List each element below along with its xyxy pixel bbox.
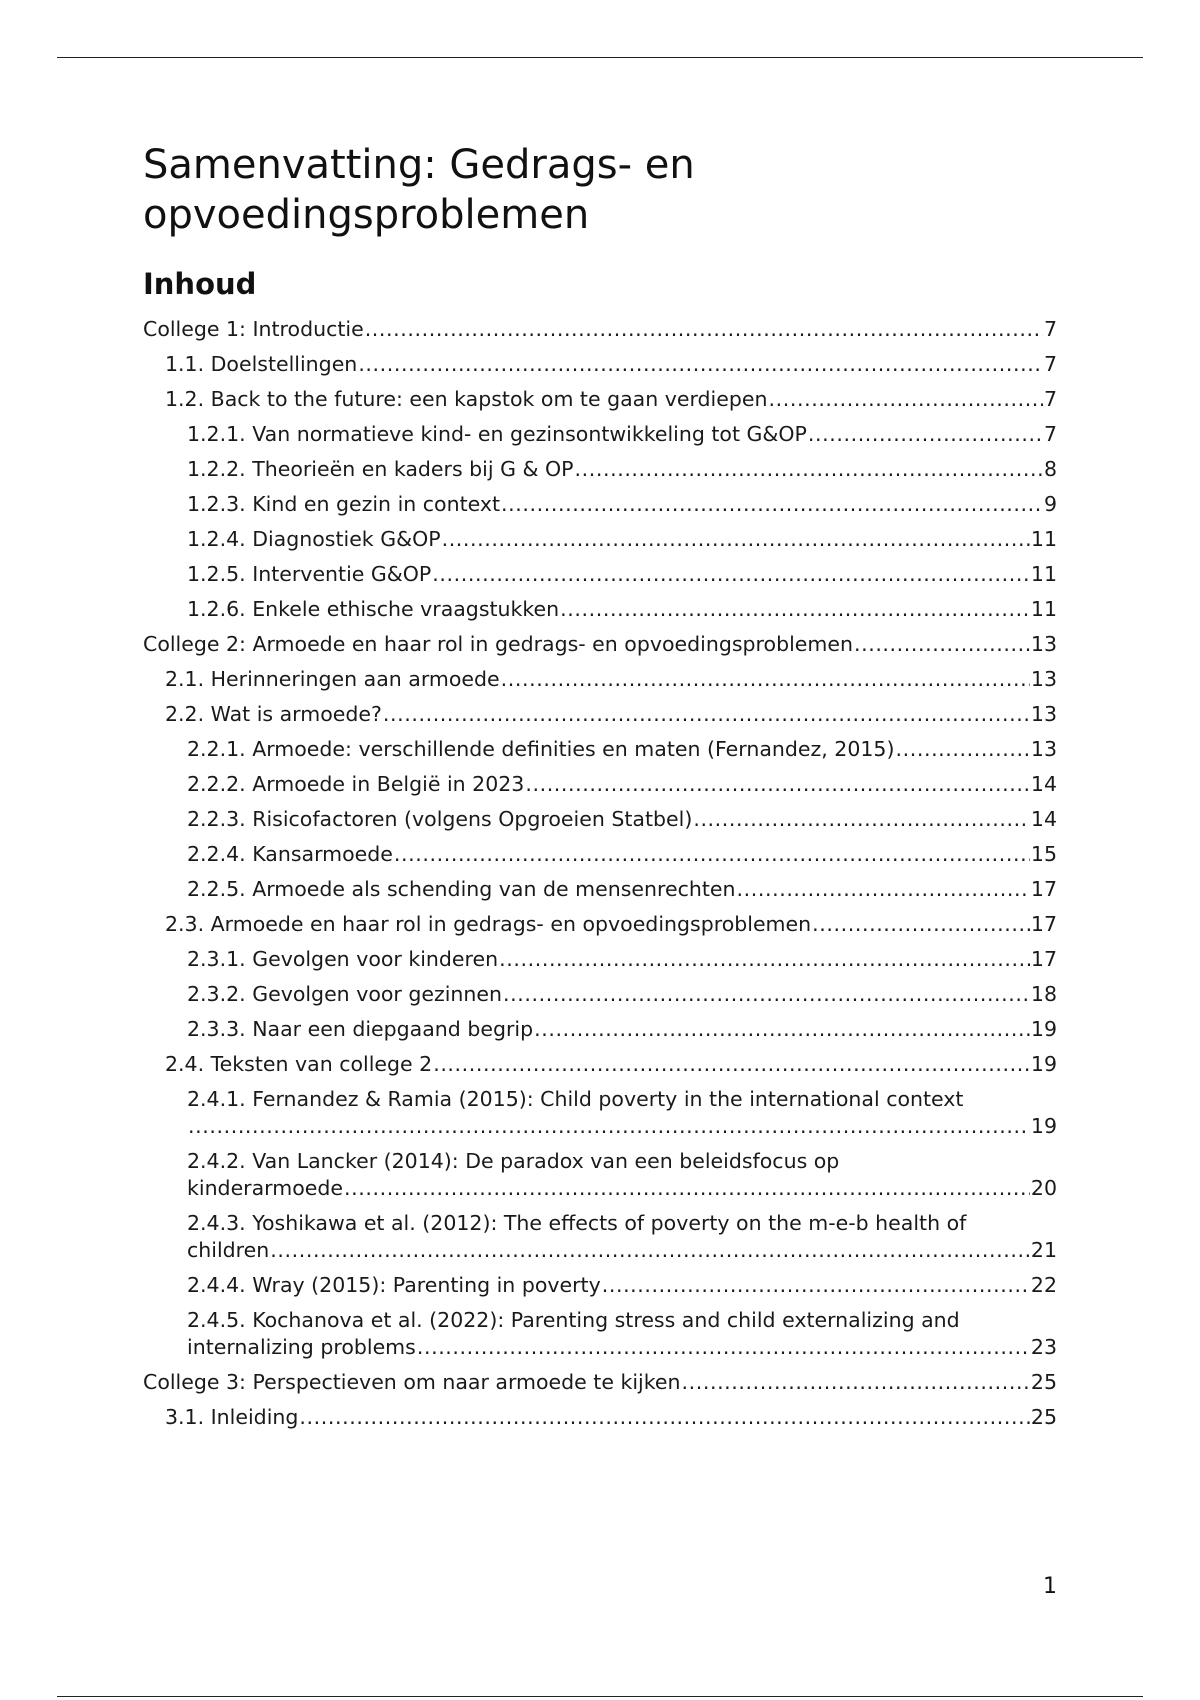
toc-leader bbox=[433, 1051, 1030, 1078]
toc-entry-title: 2.4.1. Fernandez & Ramia (2015): Child poverty in the international context bbox=[187, 1087, 964, 1111]
toc-entry-title: 1.2. Back to the future: een kapstok om te gaan verdiepen bbox=[165, 387, 768, 411]
toc-entry[interactable] bbox=[187, 977, 1057, 1012]
toc-leader bbox=[344, 1175, 1030, 1202]
toc-leader bbox=[188, 1113, 1030, 1140]
toc-entry-page: 14 bbox=[1030, 807, 1057, 831]
toc-entry-page: 19 bbox=[1030, 1017, 1057, 1041]
toc-entry[interactable] bbox=[187, 417, 1057, 452]
toc-entry[interactable] bbox=[165, 662, 1057, 697]
toc-entry[interactable] bbox=[187, 1012, 1057, 1047]
toc-entry-title-cont: children bbox=[187, 1238, 270, 1262]
toc-entry-page: 17 bbox=[1030, 877, 1057, 901]
toc-entry[interactable] bbox=[187, 942, 1057, 977]
toc-entry-title: 1.2.6. Enkele ethische vraagstukken bbox=[187, 597, 560, 621]
toc-leader bbox=[365, 316, 1043, 343]
page-number: 1 bbox=[1043, 1574, 1057, 1599]
toc-entry-page: 20 bbox=[1030, 1176, 1057, 1200]
toc-entry[interactable] bbox=[187, 557, 1057, 592]
toc-entry-title: 2.2.1. Armoede: verschillende definities en maten (Fernandez, 2015) bbox=[187, 737, 895, 761]
footer-rule bbox=[57, 1696, 1143, 1697]
toc-entry-title: 2.2.5. Armoede als schending van de mensenrechten bbox=[187, 877, 736, 901]
toc-entry-title: 2.2. Wat is armoede? bbox=[165, 702, 382, 726]
toc-leader bbox=[534, 1016, 1030, 1043]
toc-leader bbox=[895, 736, 1029, 763]
toc-entry-title: 2.4.4. Wray (2015): Parenting in poverty bbox=[187, 1273, 601, 1297]
toc-entry-title: 2.3.3. Naar een diepgaand begrip bbox=[187, 1017, 534, 1041]
toc-leader bbox=[525, 771, 1030, 798]
toc-heading: Inhoud bbox=[143, 267, 257, 301]
toc-entry[interactable] bbox=[165, 382, 1057, 417]
toc-leader bbox=[417, 1334, 1030, 1361]
toc-leader bbox=[808, 421, 1043, 448]
toc-entry-page: 11 bbox=[1030, 527, 1057, 551]
toc-entry-page: 11 bbox=[1030, 562, 1057, 586]
toc-entry[interactable] bbox=[165, 1400, 1057, 1435]
toc-entry-title: 1.1. Doelstellingen bbox=[165, 352, 358, 376]
toc-entry-title: 2.4.5. Kochanova et al. (2022): Parenting stress and child externalizing and bbox=[187, 1308, 960, 1332]
toc-leader bbox=[442, 526, 1030, 553]
toc-entry-title: 2.4.2. Van Lancker (2014): De paradox van een beleidsfocus op bbox=[187, 1149, 840, 1173]
toc-entry-title: 1.2.2. Theorieën en kaders bij G & OP bbox=[187, 457, 574, 481]
toc-entry-page: 7 bbox=[1043, 387, 1057, 411]
header-rule bbox=[57, 57, 1143, 58]
toc-entry-title: College 1: Introductie bbox=[143, 317, 364, 341]
toc-entry[interactable] bbox=[187, 872, 1057, 907]
toc-entry[interactable] bbox=[187, 452, 1057, 487]
toc-entry[interactable] bbox=[143, 627, 1057, 662]
toc-entry-page: 19 bbox=[1030, 1114, 1057, 1138]
toc-entry-page: 13 bbox=[1030, 667, 1057, 691]
toc-entry[interactable] bbox=[187, 487, 1057, 522]
toc-entry-page: 23 bbox=[1030, 1335, 1057, 1359]
document-title: Samenvatting: Gedrags- en opvoedingsproblemen bbox=[143, 142, 695, 238]
toc-entry[interactable] bbox=[187, 592, 1057, 627]
toc-entry[interactable] bbox=[187, 1082, 1057, 1144]
toc-leader bbox=[299, 1404, 1030, 1431]
toc-entry[interactable] bbox=[187, 522, 1057, 557]
toc-entry-page: 9 bbox=[1043, 492, 1057, 516]
toc-leader bbox=[681, 1369, 1029, 1396]
toc-entry[interactable] bbox=[187, 1144, 1057, 1206]
toc-leader bbox=[432, 561, 1030, 588]
toc-entry-page: 7 bbox=[1043, 422, 1057, 446]
toc-leader bbox=[737, 876, 1030, 903]
toc-entry[interactable] bbox=[165, 1047, 1057, 1082]
toc-entry-page: 7 bbox=[1043, 317, 1057, 341]
toc-entry-page: 15 bbox=[1030, 842, 1057, 866]
toc-leader bbox=[854, 631, 1030, 658]
toc-entry-title: 3.1. Inleiding bbox=[165, 1405, 299, 1429]
toc-entry[interactable] bbox=[187, 1303, 1057, 1365]
toc-entry-page: 13 bbox=[1030, 632, 1057, 656]
toc-entry[interactable] bbox=[143, 1365, 1057, 1400]
toc-entry-page: 13 bbox=[1030, 737, 1057, 761]
toc-leader bbox=[560, 596, 1030, 623]
toc-entry[interactable] bbox=[143, 312, 1057, 347]
toc-entry-title: College 2: Armoede en haar rol in gedrags- en opvoedingsproblemen bbox=[143, 632, 853, 656]
toc-entry-title: 2.3.1. Gevolgen voor kinderen bbox=[187, 947, 499, 971]
toc-entry-page: 11 bbox=[1030, 597, 1057, 621]
toc-leader bbox=[499, 946, 1030, 973]
toc-entry-page: 21 bbox=[1030, 1238, 1057, 1262]
toc-entry[interactable] bbox=[165, 347, 1057, 382]
toc-leader bbox=[270, 1237, 1030, 1264]
toc-entry[interactable] bbox=[187, 1206, 1057, 1268]
document-body bbox=[143, 140, 1057, 1435]
toc-entry-page: 18 bbox=[1030, 982, 1057, 1006]
toc-leader bbox=[501, 491, 1043, 518]
toc-entry-title-cont: kinderarmoede bbox=[187, 1176, 343, 1200]
toc-entry-title-cont: internalizing problems bbox=[187, 1335, 416, 1359]
table-of-contents bbox=[143, 312, 1057, 1435]
toc-leader bbox=[383, 701, 1030, 728]
toc-entry-title: College 3: Perspectieven om naar armoede te kijken bbox=[143, 1370, 681, 1394]
toc-leader bbox=[501, 666, 1030, 693]
toc-entry[interactable] bbox=[165, 697, 1057, 732]
toc-entry-title: 2.4. Teksten van college 2 bbox=[165, 1052, 433, 1076]
toc-entry-title: 1.2.3. Kind en gezin in context bbox=[187, 492, 501, 516]
toc-entry[interactable] bbox=[187, 767, 1057, 802]
toc-leader bbox=[394, 841, 1030, 868]
toc-entry-page: 17 bbox=[1030, 947, 1057, 971]
toc-entry-page: 8 bbox=[1043, 457, 1057, 481]
toc-entry[interactable] bbox=[187, 802, 1057, 837]
toc-entry-title: 2.1. Herinneringen aan armoede bbox=[165, 667, 500, 691]
toc-entry-page: 14 bbox=[1030, 772, 1057, 796]
toc-entry-title: 2.3.2. Gevolgen voor gezinnen bbox=[187, 982, 503, 1006]
toc-entry-title: 2.3. Armoede en haar rol in gedrags- en opvoedingsproblemen bbox=[165, 912, 812, 936]
toc-entry-title: 2.2.4. Kansarmoede bbox=[187, 842, 393, 866]
toc-leader bbox=[693, 806, 1030, 833]
toc-entry[interactable] bbox=[187, 837, 1057, 872]
toc-entry-title: 2.2.3. Risicofactoren (volgens Opgroeien Statbel) bbox=[187, 807, 693, 831]
toc-entry-title: 1.2.4. Diagnostiek G&OP bbox=[187, 527, 441, 551]
toc-entry-title: 2.4.3. Yoshikawa et al. (2012): The effects of poverty on the m-e-b health of bbox=[187, 1211, 967, 1235]
toc-leader bbox=[575, 456, 1043, 483]
toc-entry-title: 1.2.1. Van normatieve kind- en gezinsontwikkeling tot G&OP bbox=[187, 422, 807, 446]
toc-leader bbox=[503, 981, 1030, 1008]
toc-entry-page: 22 bbox=[1030, 1273, 1057, 1297]
toc-leader bbox=[358, 351, 1043, 378]
toc-entry-page: 17 bbox=[1030, 912, 1057, 936]
toc-leader bbox=[769, 386, 1043, 413]
toc-leader bbox=[812, 911, 1030, 938]
toc-entry[interactable] bbox=[187, 732, 1057, 767]
toc-entry-page: 25 bbox=[1030, 1405, 1057, 1429]
toc-entry-title: 1.2.5. Interventie G&OP bbox=[187, 562, 432, 586]
toc-entry-page: 25 bbox=[1030, 1370, 1057, 1394]
toc-entry[interactable] bbox=[165, 907, 1057, 942]
toc-entry-page: 19 bbox=[1030, 1052, 1057, 1076]
toc-entry-page: 7 bbox=[1043, 352, 1057, 376]
toc-entry-page: 13 bbox=[1030, 702, 1057, 726]
toc-entry-title: 2.2.2. Armoede in België in 2023 bbox=[187, 772, 525, 796]
toc-leader bbox=[602, 1272, 1030, 1299]
toc-entry[interactable] bbox=[187, 1268, 1057, 1303]
